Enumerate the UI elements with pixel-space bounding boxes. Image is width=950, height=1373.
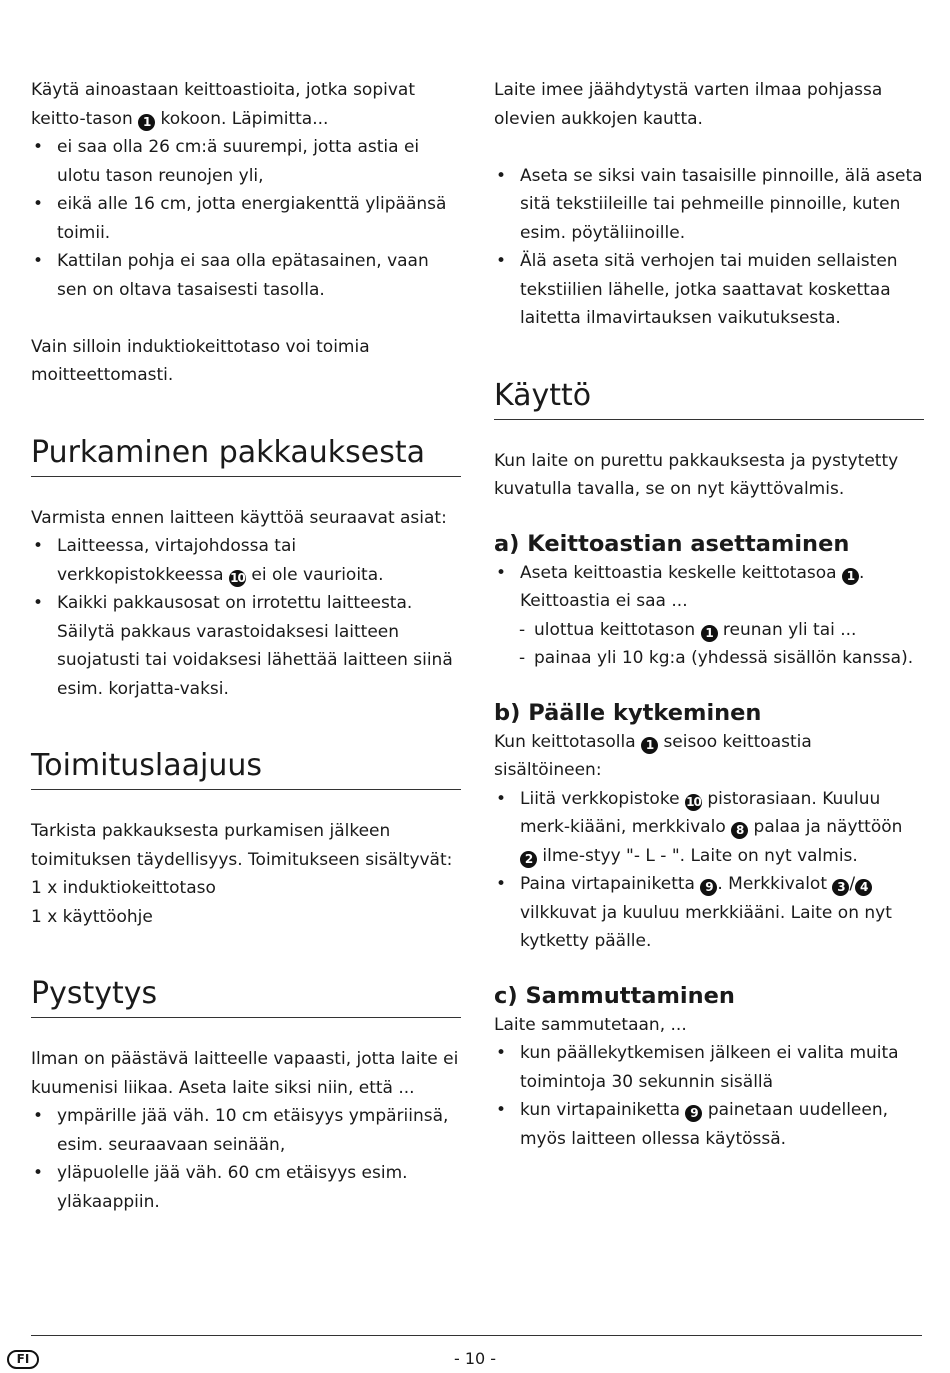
list-item: • Laitteessa, virtajohdossa tai verkkopistokkeessa 10 ei ole vaurioita. <box>31 532 461 589</box>
marker-1: 1 <box>641 737 658 754</box>
list-item: • Kaikki pakkausosat on irrotettu laitteesta. Säilytä pakkaus varastoidaksesi laitteen suojatusti tai voidaksesi lähettää laitteen siinä esim. korjatta-vaksi. <box>31 589 461 703</box>
footer-divider <box>31 1335 922 1336</box>
left-column <box>31 76 461 1216</box>
section-heading-setup: Pystytys <box>31 974 461 1018</box>
list-item: • eikä alle 16 cm, jotta energiakenttä ylipäänsä toimii. <box>31 190 461 247</box>
subheading-a: a) Keittoastian asettaminen <box>494 530 850 557</box>
intro-text: Käytä ainoastaan keittoastioita, jotka sopivat keitto-tason 1 kokoon. Läpimitta... <box>31 80 415 129</box>
right-intro: Laite imee jäähdytystä varten ilmaa pohjassa olevien aukkojen kautta. <box>494 80 883 129</box>
marker-3: 3 <box>832 879 849 896</box>
marker-1: 1 <box>138 114 155 131</box>
list-item: • Aseta keittoastia keskelle keittotasoa 1 . Keittoastia ei saa ... <box>494 559 924 616</box>
marker-1: 1 <box>842 568 859 585</box>
list-item: • Paina virtapainiketta 9 . Merkkivalot 3 / 4 vilkkuvat ja kuuluu merkkiääni. Laite on nyt kytketty päälle. <box>494 870 924 956</box>
page-number: - 10 - <box>453 1349 497 1368</box>
list-item: • Älä aseta sitä verhojen tai muiden sellaisten tekstiilien lähelle, jotka saattavat koskettaa laitetta ilmavirtauksen vaikutuksesta. <box>494 247 924 333</box>
list-item: • Liitä verkkopistoke 10 pistorasiaan. Kuuluu merk-kiääni, merkkivalo 8 palaa ja näyttöön 2 ilme-styy "- L - ". Laite on nyt valmis. <box>494 785 924 871</box>
list-item: • ei saa olla 26 cm:ä suurempi, jotta astia ei ulotu tason reunojen yli, <box>31 133 461 190</box>
subheading-c: c) Sammuttaminen <box>494 982 735 1009</box>
list-item: • ympärille jää väh. 10 cm etäisyys ympäriinsä, esim. seuraavaan seinään, <box>31 1102 461 1159</box>
list-item: • Kattilan pohja ei saa olla epätasainen, vaan sen on oltava tasaisesti tasolla. <box>31 247 461 304</box>
marker-1: 1 <box>701 625 718 642</box>
list-item: • yläpuolelle jää väh. 60 cm etäisyys esim. yläkaappiin. <box>31 1159 461 1216</box>
scope-text: Tarkista pakkauksesta purkamisen jälkeen toimituksen täydellisyys. Toimitukseen sisältyvät: <box>31 821 453 870</box>
c-text: Laite sammutetaan, ... <box>494 1014 687 1035</box>
subheading-b: b) Päälle kytkeminen <box>494 699 762 726</box>
marker-10: 10 <box>230 570 245 585</box>
section-heading-unpacking: Purkaminen pakkauksesta <box>31 433 461 477</box>
scope-item: 1 x käyttöohje <box>31 906 153 927</box>
list-item: • kun virtapainiketta 9 painetaan uudelleen, myös laitteen ollessa käytössä. <box>494 1096 924 1153</box>
intro-outro: Vain silloin induktiokeittotaso voi toimia moitteettomasti. <box>31 336 370 385</box>
unpack-text: Varmista ennen laitteen käyttöä seuraavat asiat: <box>31 507 447 528</box>
language-badge: FI <box>7 1350 39 1369</box>
use-text: Kun laite on purettu pakkauksesta ja pystytetty kuvatulla tavalla, se on nyt käyttövalmis. <box>494 450 899 499</box>
section-heading-scope: Toimituslaajuus <box>31 746 461 790</box>
setup-text: Ilman on päästävä laitteelle vapaasti, jotta laite ei kuumenisi liikaa. Aseta laite siksi niin, että ... <box>31 1049 459 1098</box>
b-text: Kun keittotasolla 1 seisoo keittoastia sisältöineen: <box>494 731 812 780</box>
marker-2: 2 <box>520 851 537 868</box>
section-heading-use: Käyttö <box>494 376 924 420</box>
marker-9: 9 <box>700 879 717 896</box>
sub-list-item: - ulottua keittotason 1 reunan yli tai ... <box>494 616 924 645</box>
marker-9: 9 <box>685 1105 702 1122</box>
list-item: • Aseta se siksi vain tasaisille pinnoille, älä aseta sitä tekstiileille tai pehmeille pinnoille, kuten esim. pöytäliinoille. <box>494 162 924 248</box>
sub-list-item: - painaa yli 10 kg:a (yhdessä sisällön kanssa). <box>494 644 924 673</box>
marker-8: 8 <box>731 822 748 839</box>
marker-4: 4 <box>855 879 872 896</box>
list-item: • kun päällekytkemisen jälkeen ei valita muita toimintoja 30 sekunnin sisällä <box>494 1039 924 1096</box>
marker-10: 10 <box>686 794 701 809</box>
right-column <box>494 76 924 1153</box>
scope-item: 1 x induktiokeittotaso <box>31 878 216 898</box>
